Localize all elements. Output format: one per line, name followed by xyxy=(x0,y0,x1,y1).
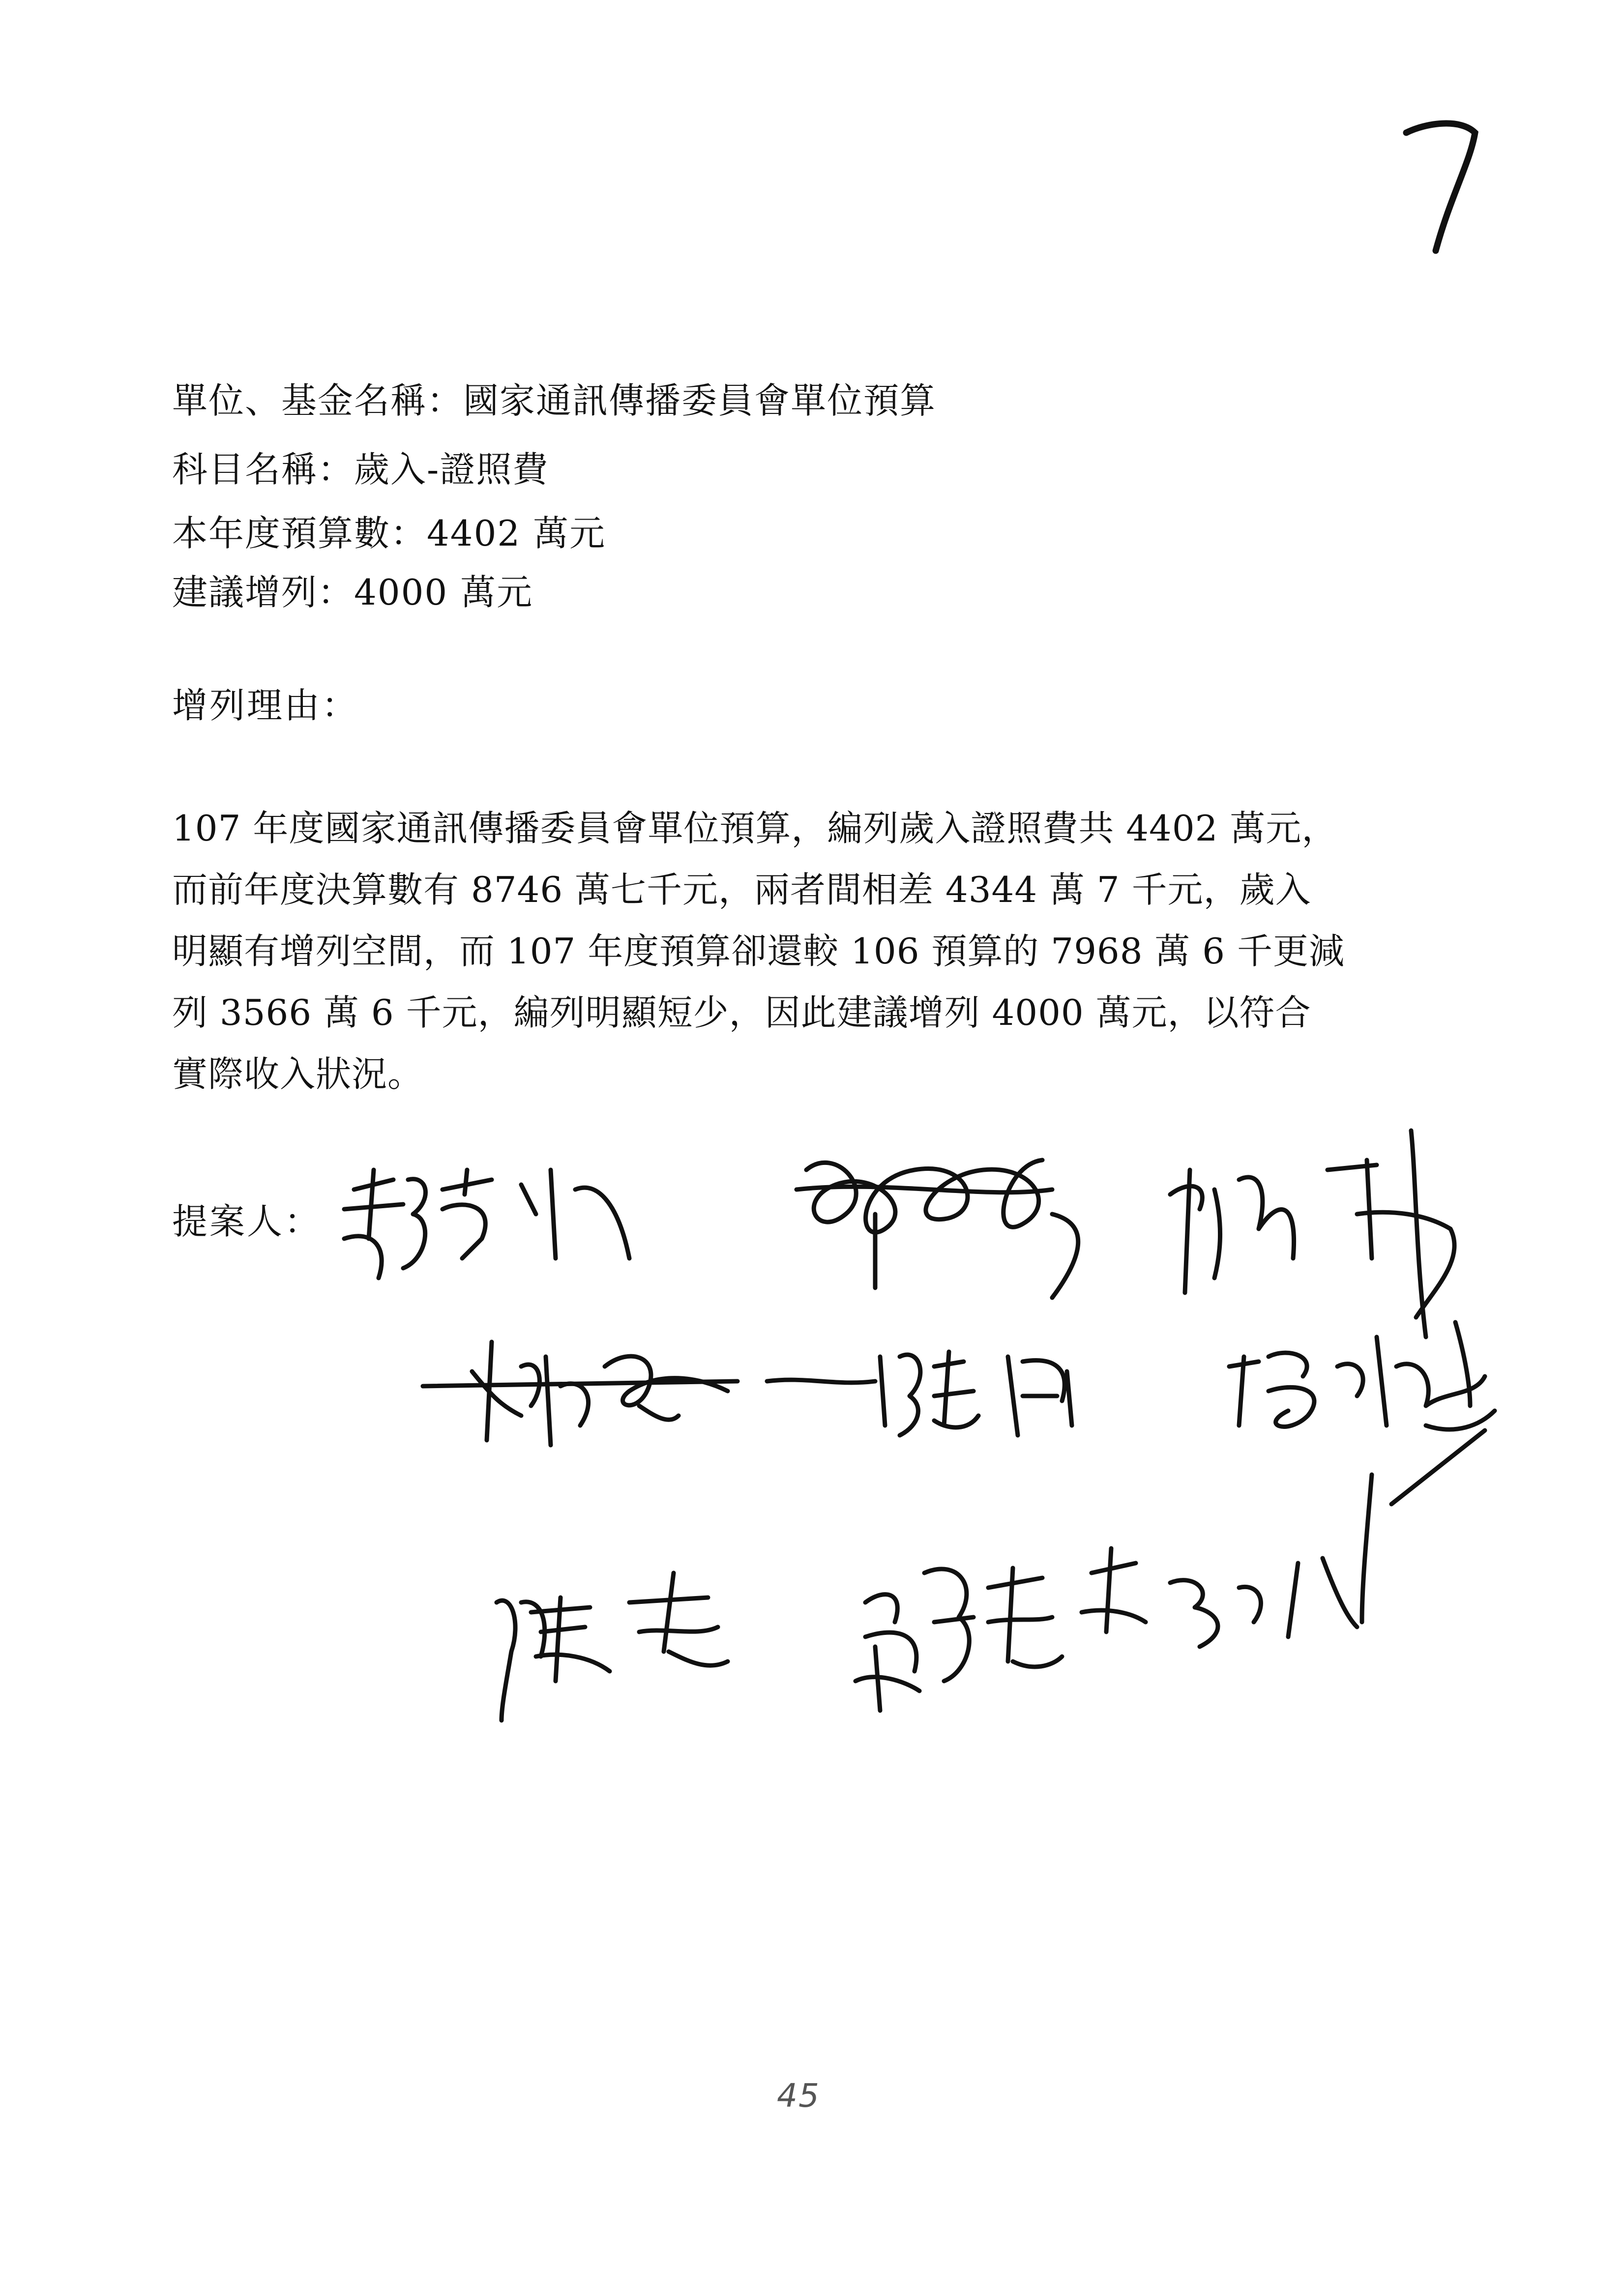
reason-line-5: 實際收入狀況。 xyxy=(172,1053,424,1095)
signature-4 xyxy=(423,1342,738,1445)
signature-1 xyxy=(344,1170,629,1278)
signature-5 xyxy=(767,1352,1072,1435)
page-number: 45 xyxy=(777,2077,820,2115)
reason-heading: 增列理由： xyxy=(172,685,359,726)
reason-line-4: 列 3566 萬 6 千元，編列明顯短少，因此建議增列 4000 萬元，以符合 xyxy=(172,992,1311,1033)
reason-line-2: 而前年度決算數有 8746 萬七千元，兩者間相差 4344 萬 7 千元，歲入 xyxy=(172,869,1311,910)
reason-line-3: 明顯有增列空間，而 107 年度預算卻還較 106 預算的 7968 萬 6 千更減 xyxy=(172,930,1345,972)
field-proposal: 建議增列：4000 萬元 xyxy=(172,572,533,613)
proposer-label: 提案人： xyxy=(172,1201,322,1242)
signature-8 xyxy=(856,1430,1485,1711)
signature-2 xyxy=(797,1160,1078,1298)
field-budget: 本年度預算數：4402 萬元 xyxy=(172,513,606,554)
signature-6 xyxy=(1229,1322,1495,1429)
signature-7 xyxy=(497,1573,728,1720)
field-unit-fund: 單位、基金名稱：國家通訊傳播委員會單位預算 xyxy=(172,380,937,421)
signature-3 xyxy=(1170,1131,1454,1337)
field-account: 科目名稱：歲入-證照費 xyxy=(172,449,549,490)
reason-line-1: 107 年度國家通訊傳播委員會單位預算，編列歲入證照費共 4402 萬元， xyxy=(172,808,1338,849)
